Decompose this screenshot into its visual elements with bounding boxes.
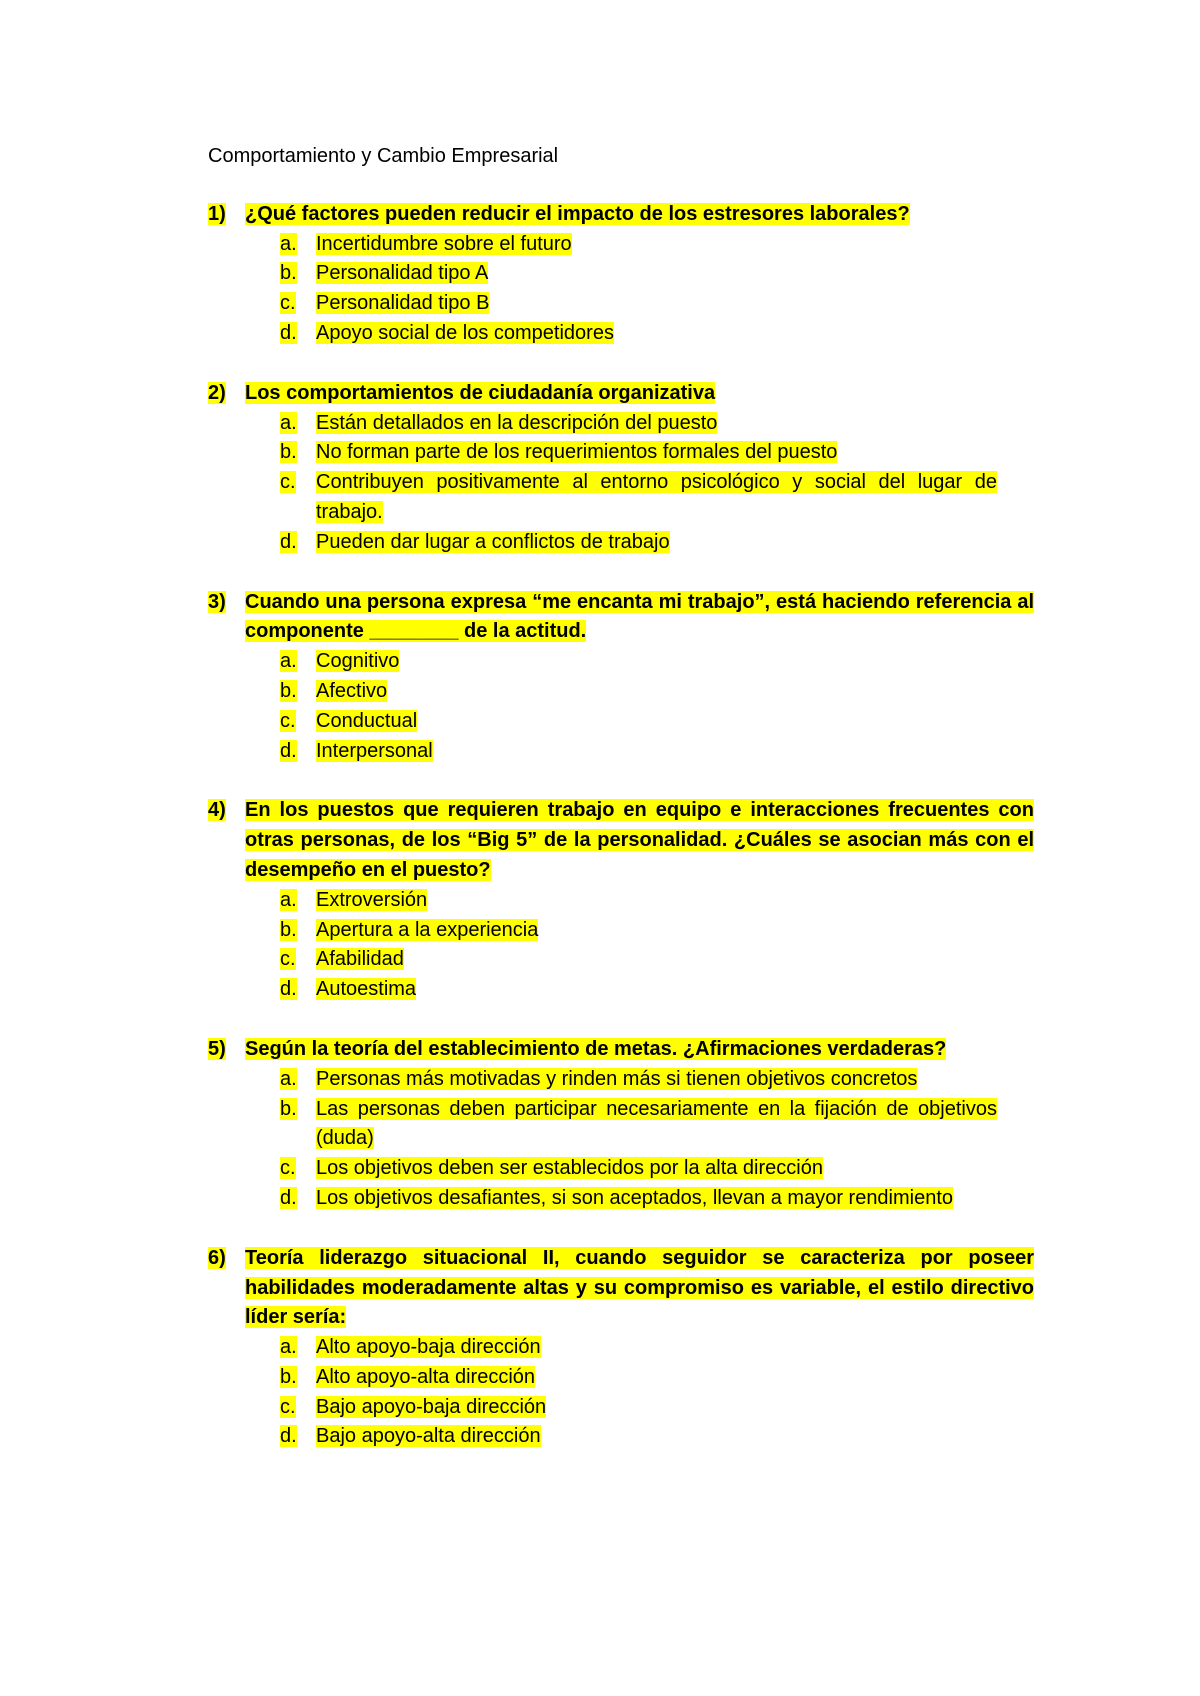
- option-text: Conductual: [316, 709, 418, 732]
- option-letter: a.: [280, 888, 297, 911]
- option-text: Personas más motivadas y rinden más si tienen objetivos concretos: [316, 1067, 918, 1090]
- option-text: Contribuyen positivamente al entorno psicológico y social del lugar de trabajo.: [316, 471, 997, 523]
- question-2: [208, 379, 1034, 558]
- option-d: [280, 737, 1034, 767]
- option-text: Personalidad tipo A: [316, 262, 489, 285]
- question-text: En los puestos que requieren trabajo en equipo e interacciones frecuentes con otras personas, de los “Big 5” de la personalidad. ¿Cuáles se asocian más con el desempeño en el puesto?: [245, 799, 1034, 881]
- option-d: [280, 1184, 1034, 1214]
- question-list: [208, 200, 1034, 1452]
- option-text: Bajo apoyo-alta dirección: [316, 1425, 541, 1448]
- option-text: Alto apoyo-baja dirección: [316, 1336, 541, 1359]
- option-letter: c.: [280, 292, 296, 315]
- option-b: [280, 677, 1034, 707]
- option-c: [280, 707, 1034, 737]
- option-b: [280, 916, 1034, 946]
- option-letter: b.: [280, 262, 297, 285]
- option-a: [280, 1333, 1034, 1363]
- option-b: [280, 1363, 1034, 1393]
- option-text: Apertura a la experiencia: [316, 918, 539, 941]
- question-header: [208, 379, 1034, 409]
- option-b: [280, 259, 1034, 289]
- question-number: 3): [208, 590, 226, 613]
- question-text: Los comportamientos de ciudadanía organizativa: [245, 381, 716, 404]
- option-letter: d.: [280, 1186, 297, 1209]
- option-d: [280, 528, 1034, 558]
- option-a: [280, 647, 1034, 677]
- option-text: Incertidumbre sobre el futuro: [316, 232, 572, 255]
- option-c: [280, 1154, 1034, 1184]
- option-list: [208, 409, 1034, 558]
- option-c: [280, 289, 1034, 319]
- question-5: [208, 1035, 1034, 1214]
- option-a: [280, 1065, 1034, 1095]
- option-c: [280, 1393, 1034, 1423]
- option-letter: b.: [280, 1365, 297, 1388]
- question-header: [208, 1244, 1034, 1333]
- option-letter: b.: [280, 679, 297, 702]
- option-letter: c.: [280, 709, 296, 732]
- question-header: [208, 1035, 1034, 1065]
- option-text: No forman parte de los requerimientos formales del puesto: [316, 441, 838, 464]
- question-header: [208, 796, 1034, 885]
- option-text: Los objetivos deben ser establecidos por la alta dirección: [316, 1157, 823, 1180]
- question-header: [208, 200, 1034, 230]
- question-6: [208, 1244, 1034, 1453]
- option-list: [208, 1065, 1034, 1214]
- option-d: [280, 319, 1034, 349]
- option-letter: a.: [280, 232, 297, 255]
- option-letter: d.: [280, 1425, 297, 1448]
- option-list: [208, 647, 1034, 766]
- option-text: Afectivo: [316, 679, 388, 702]
- question-text: Teoría liderazgo situacional II, cuando seguidor se caracteriza por poseer habilidades moderadamente altas y su compromiso es variable, el estilo directivo líder sería:: [245, 1246, 1034, 1329]
- option-letter: d.: [280, 530, 297, 553]
- option-text: Las personas deben participar necesariamente en la fijación de objetivos (duda): [316, 1097, 997, 1150]
- option-b: [280, 438, 1034, 468]
- option-c: [280, 468, 1034, 528]
- option-text: Apoyo social de los competidores: [316, 321, 614, 344]
- option-letter: a.: [280, 650, 297, 673]
- option-list: [208, 230, 1034, 349]
- option-letter: c.: [280, 471, 296, 494]
- question-text: Cuando una persona expresa “me encanta mi trabajo”, está haciendo referencia al componente ________ de la actitud.: [245, 590, 1034, 643]
- option-list: [208, 886, 1034, 1005]
- question-number: 5): [208, 1037, 226, 1060]
- question-number: 1): [208, 202, 226, 225]
- question-number: 4): [208, 799, 226, 822]
- question-1: [208, 200, 1034, 349]
- option-a: [280, 409, 1034, 439]
- option-d: [280, 975, 1034, 1005]
- option-letter: d.: [280, 739, 297, 762]
- question-text: ¿Qué factores pueden reducir el impacto de los estresores laborales?: [245, 202, 910, 225]
- option-text: Autoestima: [316, 978, 417, 1001]
- question-number: 2): [208, 381, 226, 404]
- option-list: [208, 1333, 1034, 1452]
- option-text: Alto apoyo-alta dirección: [316, 1365, 536, 1388]
- question-number: 6): [208, 1246, 226, 1269]
- option-letter: b.: [280, 441, 297, 464]
- option-text: Los objetivos desafiantes, si son aceptados, llevan a mayor rendimiento: [316, 1186, 954, 1209]
- question-header: [208, 588, 1034, 648]
- document-body: [208, 142, 1034, 1482]
- option-a: [280, 230, 1034, 260]
- option-d: [280, 1422, 1034, 1452]
- option-letter: d.: [280, 978, 297, 1001]
- question-text: Según la teoría del establecimiento de metas. ¿Afirmaciones verdaderas?: [245, 1037, 947, 1060]
- option-letter: c.: [280, 1157, 296, 1180]
- option-text: Extroversión: [316, 888, 428, 911]
- option-text: Afabilidad: [316, 948, 404, 971]
- option-text: Bajo apoyo-baja dirección: [316, 1395, 547, 1418]
- option-letter: a.: [280, 411, 297, 434]
- option-letter: b.: [280, 918, 297, 941]
- option-letter: b.: [280, 1097, 297, 1120]
- option-letter: d.: [280, 321, 297, 344]
- option-letter: a.: [280, 1067, 297, 1090]
- question-3: [208, 588, 1034, 767]
- option-letter: c.: [280, 1395, 296, 1418]
- option-a: [280, 886, 1034, 916]
- option-c: [280, 945, 1034, 975]
- option-text: Pueden dar lugar a conflictos de trabajo: [316, 530, 670, 553]
- option-letter: c.: [280, 948, 296, 971]
- option-text: Interpersonal: [316, 739, 433, 762]
- option-text: Cognitivo: [316, 650, 400, 673]
- question-4: [208, 796, 1034, 1005]
- option-text: Personalidad tipo B: [316, 292, 490, 315]
- option-text: Están detallados en la descripción del puesto: [316, 411, 718, 434]
- option-letter: a.: [280, 1336, 297, 1359]
- document-title: Comportamiento y Cambio Empresarial: [208, 145, 559, 167]
- option-b: [280, 1095, 1034, 1155]
